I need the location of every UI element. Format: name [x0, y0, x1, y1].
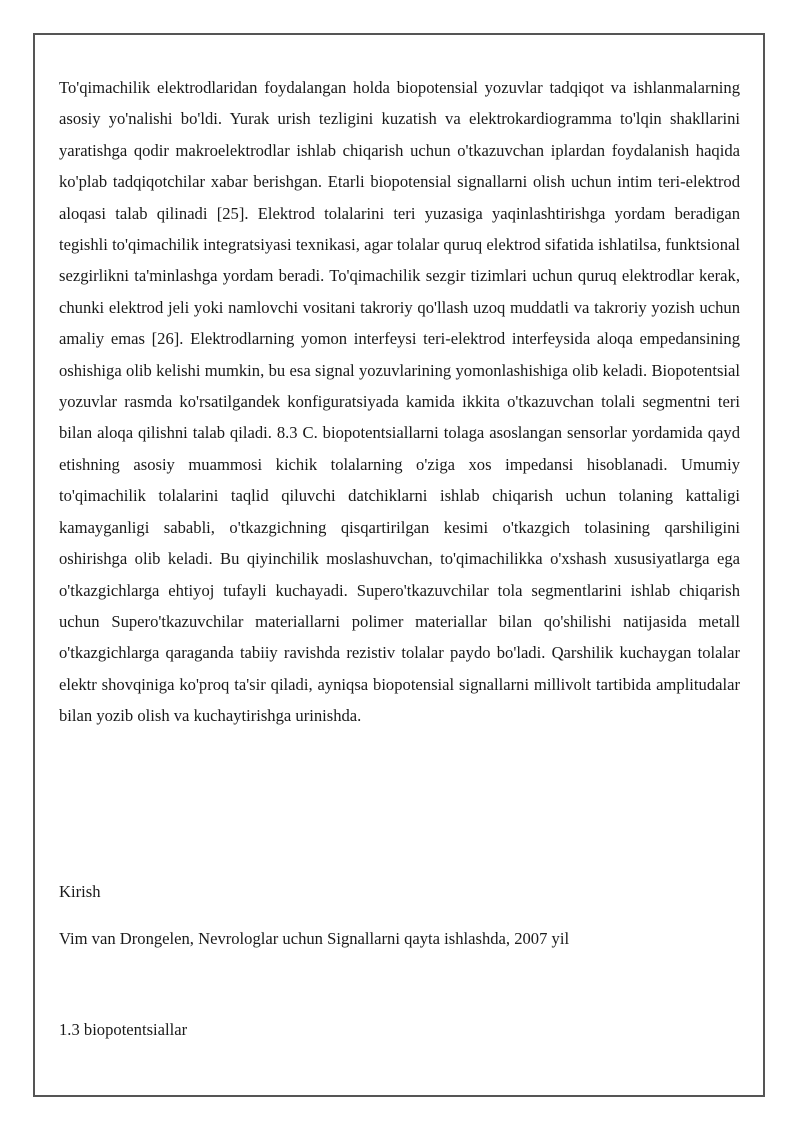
citation-line: Vim van Drongelen, Nevrologlar uchun Signallarni qayta ishlashda, 2007 yil — [59, 929, 570, 948]
heading-kirish: Kirish — [59, 882, 101, 901]
main-paragraph: To'qimachilik elektrodlaridan foydalangan holda biopotensial yozuvlar tadqiqot va ishlanmalarning asosiy yo'nalishi bo'ldi. Yurak urish tezligini kuzatish va elektrokardiogramma to'lqin shakllarini yaratishga qodir makroelektrodlar ishlab chiqarish uchun o'tkazuvchan iplardan foydalanish haqida ko'plab tadqiqotchilar xabar berishgan. Etarli biopotensial signallarni olish uchun intim teri-elektrod aloqasi talab qilinadi [25]. Elektrod tolalarini teri yuzasiga yaqinlashtirishga yordam beradigan tegishli to'qimachilik integratsiyasi texnikasi, agar tolalar quruq elektrod sifatida ishlatilsa, funktsional sezgirlikni ta'minlashga yordam beradi. To'qimachilik sezgir tizimlari uchun quruq elektrodlar kerak, chunki elektrod jeli yoki namlovchi vositani takroriy qo'llash uzoq muddatli va takroriy yozish uchun amaliy emas [26]. Elektrodlarning yomon interfeysi teri-elektrod interfeysida aloqa empedansining oshishiga olib kelishi mumkin, bu esa signal yozuvlarining yomonlashishiga olib keladi. Biopotentsial yozuvlar rasmda ko'rsatilgandek konfiguratsiyada kamida ikkita o'tkazuvchan tolali segmentni teri bilan aloqa qilishni talab qiladi. 8.3 C. biopotentsiallarni tolaga asoslangan sensorlar yordamida qayd etishning asosiy muammosi kichik tolalarning o'ziga xos impedansi hisoblanadi. Umumiy to'qimachilik tolalarini taqlid qiluvchi datchiklarni ishlab chiqarish uchun tolaning kattaligi kamayganligi sababli, o'tkazgichning qisqartirilgan kesimi o'tkazgich tolasining qarshiligini oshirishga olib keladi. Bu qiyinchilik moslashuvchan, to'qimachilikka o'xshash xususiyatlarga ega o'tkazgichlarga ehtiyoj tufayli kuchayadi. Supero'tkazuvchilar tola segmentlarini ishlab chiqarish uchun Supero'tkazuvchilar materiallarni polimer materiallar bilan qo'shilishi natijasida metall o'tkazgichlarga qaraganda tabiiy ravishda rezistiv tolalar paydo bo'ladi. Qarshilik kuchaygan tolalar elektr shovqiniga ko'proq ta'sir qiladi, ayniqsa biopotensial signallarni millivolt tartibida amplitudalar bilan yozib olish va kuchaytirishga urinishda. — [59, 78, 740, 726]
section-heading: 1.3 biopotentsiallar — [59, 1020, 188, 1039]
